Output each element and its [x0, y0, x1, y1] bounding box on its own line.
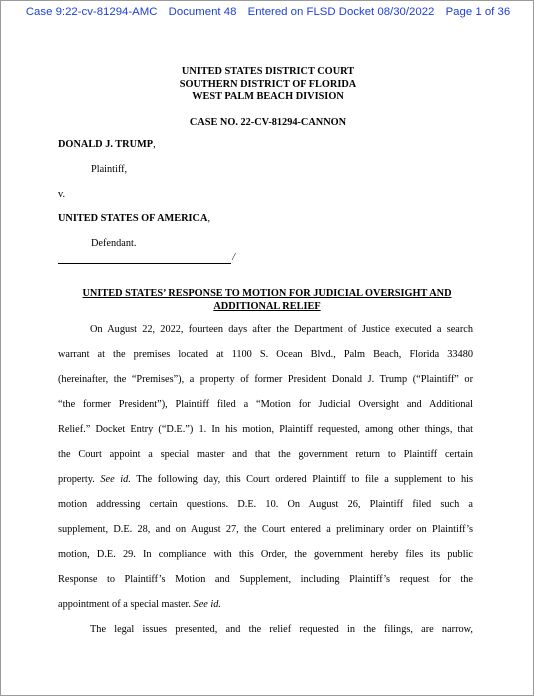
defendant-name-line: [58, 213, 210, 224]
docket-header-stamp: [1, 6, 534, 18]
body-line: warrant at the premises located at 1100 S. Ocean Blvd., Palm Beach, Florida 33480: [58, 349, 473, 360]
body-line: the Court appoint a special master and that the government return to Plaintiff certain: [58, 449, 473, 460]
court-line-3: WEST PALM BEACH DIVISION: [192, 91, 344, 103]
case-number: CASE NO. 22-CV-81294-CANNON: [189, 117, 347, 128]
citation-see-id: See id.: [100, 474, 131, 485]
court-line-1: UNITED STATES DISTRICT COURT: [181, 66, 355, 77]
body-line: motion, D.E. 29. In compliance with this Order, the government hereby files its public: [58, 549, 473, 560]
body-line: Relief.” Docket Entry (“D.E.”) 1. In his motion, Plaintiff requested, among other things, that: [58, 424, 473, 435]
body-line: On August 22, 2022, fourteen days after the Department of Justice executed a search: [90, 324, 473, 335]
body-line: motion addressing certain questions. D.E. 10. On August 26, Plaintiff filed such a: [58, 499, 473, 510]
plaintiff-role: Plaintiff,: [91, 164, 128, 175]
plaintiff-name-suffix: ,: [153, 139, 156, 150]
caption-slash: /: [232, 252, 235, 263]
body-line: supplement, D.E. 28, and on August 27, the Court entered a preliminary order on Plaintiff’s: [58, 524, 473, 535]
citation-see-id: See id.: [193, 599, 221, 610]
body-line: (hereinafter, the “Premises”), a property of former President Donald J. Trump (“Plaintiff” or: [58, 374, 473, 385]
title-line-2: ADDITIONAL RELIEF: [213, 300, 321, 312]
defendant-name-suffix: ,: [207, 213, 211, 224]
versus: v.: [58, 189, 66, 200]
defendant-name: UNITED STATES OF AMERICA: [58, 213, 208, 224]
body-text: property.: [58, 474, 101, 485]
defendant-role: Defendant.: [91, 238, 137, 249]
stamp-case-number: Case 9:22-cv-81294-AMC: [25, 6, 158, 18]
plaintiff-name-line: [58, 139, 156, 150]
body-line-with-citation: [58, 474, 473, 485]
body-line: “the former President”), Plaintiff filed a “Motion for Judicial Oversight and Additional: [58, 399, 473, 410]
court-line-2: SOUTHERN DISTRICT OF FLORIDA: [179, 78, 357, 90]
body-line-last: [58, 599, 473, 610]
body-text: The following day, this Court ordered Plaintiff to file a supplement to his: [130, 474, 473, 485]
stamp-document-number: Document 48: [168, 6, 237, 18]
stamp-page-count: Page 1 of 36: [445, 6, 511, 18]
body-line: Response to Plaintiff’s Motion and Supplement, including Plaintiff’s request for the: [58, 574, 473, 585]
title-line-1: UNITED STATES’ RESPONSE TO MOTION FOR JUDICIAL OVERSIGHT AND: [82, 288, 452, 299]
document-title: [51, 288, 483, 313]
court-heading: [1, 66, 534, 104]
stamp-entered-date: Entered on FLSD Docket 08/30/2022: [247, 6, 435, 18]
plaintiff-name: DONALD J. TRUMP: [58, 139, 154, 150]
caption-signature-line: [58, 252, 235, 264]
body-line: The legal issues presented, and the relief requested in the filings, are narrow,: [90, 624, 473, 635]
body-text: appointment of a special master.: [58, 599, 194, 610]
